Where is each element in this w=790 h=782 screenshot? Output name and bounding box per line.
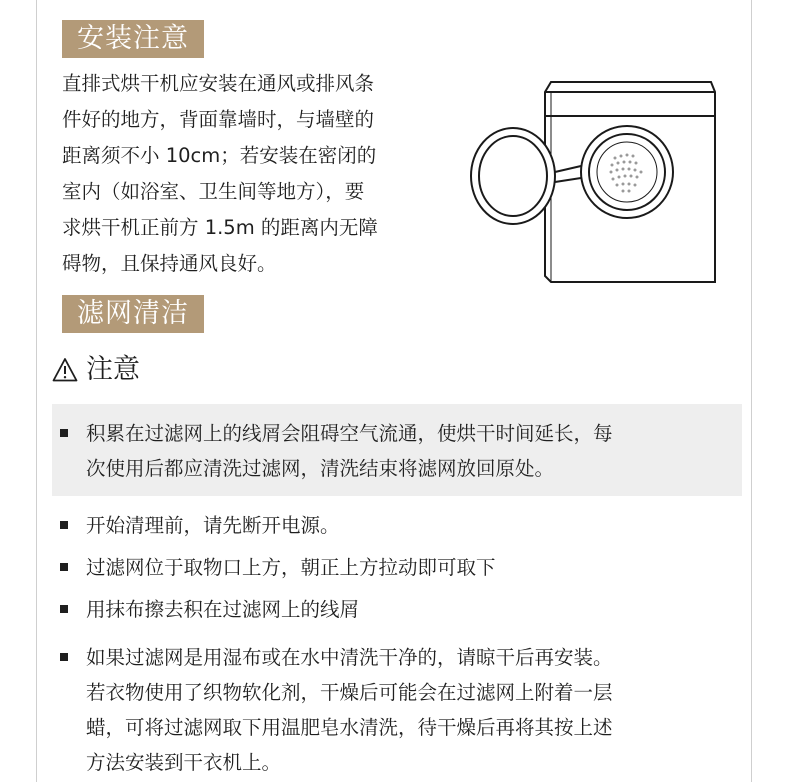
bullet-square-icon xyxy=(60,521,68,529)
install-line: 距离须不小 10cm；若安装在密闭的 xyxy=(62,144,377,167)
list-item-line: 若衣物使用了织物软化剂，干燥后可能会在过滤网上附着一层 xyxy=(86,681,613,704)
list-item-line: 过滤网位于取物口上方，朝正上方拉动即可取下 xyxy=(86,556,496,579)
notice-label: 注意 xyxy=(86,354,140,385)
list-item xyxy=(60,550,746,585)
left-border-line xyxy=(36,0,37,782)
list-item-line: 积累在过滤网上的线屑会阻碍空气流通，使烘干时间延长，每 xyxy=(86,422,613,445)
warning-triangle-icon xyxy=(52,357,78,383)
install-paragraph xyxy=(62,66,452,282)
bullet-square-icon xyxy=(60,605,68,613)
notice-heading xyxy=(52,350,140,390)
install-section-heading: 安装注意 xyxy=(62,20,204,58)
list-item-line: 方法安装到干衣机上。 xyxy=(86,751,282,774)
list-item xyxy=(60,640,746,780)
list-item-line: 蜡，可将过滤网取下用温肥皂水清洗，待干燥后再将其按上述 xyxy=(86,716,613,739)
right-border-line xyxy=(751,0,752,782)
install-line: 室内（如浴室、卫生间等地方），要 xyxy=(62,180,365,203)
install-line: 碍物，且保持通风良好。 xyxy=(62,252,277,275)
list-item-line: 开始清理前，请先断开电源。 xyxy=(86,514,340,537)
list-item-line: 次使用后都应清洗过滤网，清洗结束将滤网放回原处。 xyxy=(86,457,555,480)
list-item-line: 如果过滤网是用湿布或在水中清洗干净的，请晾干后再安装。 xyxy=(86,646,613,669)
filter-section-heading: 滤网清洁 xyxy=(62,295,204,333)
install-line: 直排式烘干机应安装在通风或排风条 xyxy=(62,72,375,95)
list-item-line: 用抹布擦去积在过滤网上的线屑 xyxy=(86,598,360,621)
install-line: 件好的地方，背面靠墙时，与墙壁的 xyxy=(62,108,375,131)
list-item xyxy=(60,592,746,627)
bullet-square-icon xyxy=(60,653,68,661)
dryer-illustration xyxy=(465,76,725,290)
list-item xyxy=(60,508,746,543)
bullet-square-icon xyxy=(60,563,68,571)
bullet-square-icon xyxy=(60,429,68,437)
list-item xyxy=(60,416,746,486)
install-line: 求烘干机正前方 1.5m 的距离内无障 xyxy=(62,216,378,239)
